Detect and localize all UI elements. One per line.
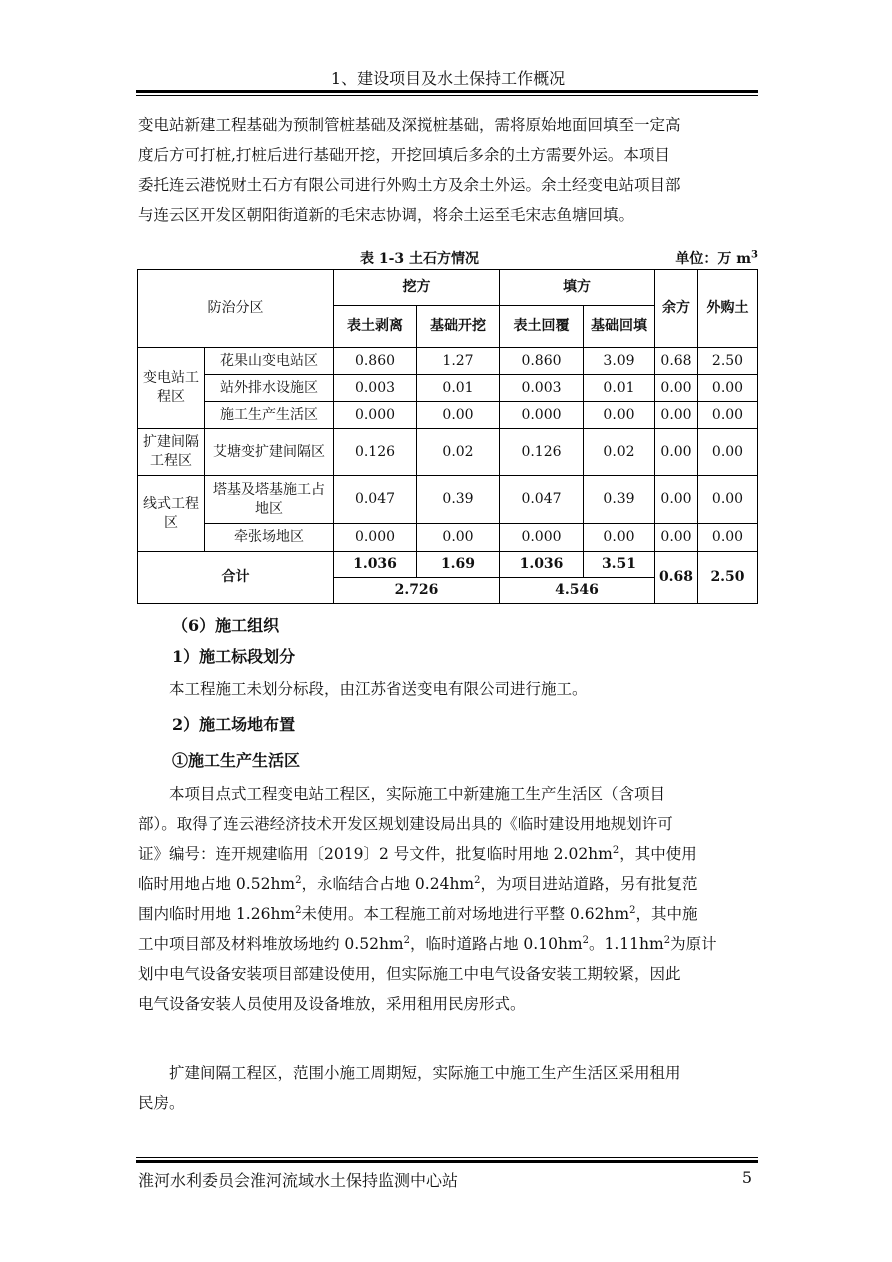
cell: 0.01: [584, 375, 655, 402]
cell: 0.000: [334, 402, 417, 429]
table-row: [138, 524, 758, 552]
cell: 0.39: [417, 476, 500, 524]
footer-rule-thin: [136, 1157, 758, 1158]
cell: 1.036: [334, 552, 417, 578]
group-name: 变电站工程区: [138, 348, 205, 429]
cell: 0.00: [655, 402, 698, 429]
intro-line-3: 委托连云港悦财土石方有限公司进行外购土方及余土外运。余土经变电站项目部: [138, 176, 681, 194]
cell: 0.00: [698, 402, 758, 429]
zone-name: 牵张场地区: [205, 524, 334, 552]
intro-line-1: 变电站新建工程基础为预制管桩基础及深搅桩基础，需将原始地面回填至一定高: [138, 116, 681, 134]
footer-organization: 淮河水利委员会淮河流域水土保持监测中心站: [138, 1171, 459, 1190]
zone-name: 塔基及塔基施工占地区: [205, 476, 334, 524]
group-name: 线式工程区: [138, 476, 205, 552]
table-row: [138, 375, 758, 402]
cell: 0.047: [334, 476, 417, 524]
cell: 0.02: [584, 429, 655, 476]
cell: 0.02: [417, 429, 500, 476]
group-name: 扩建间隔工程区: [138, 429, 205, 476]
header-zone: 防治分区: [138, 270, 334, 348]
cell: 1.69: [417, 552, 500, 578]
cell: 0.00: [698, 524, 758, 552]
cell: 0.00: [655, 476, 698, 524]
section-heading-6-1: 1）施工标段划分: [172, 647, 296, 666]
cell: 3.09: [584, 348, 655, 375]
intro-line-2: 度后方可打桩,打桩后进行基础开挖，开挖回填后多余的土方需要外运。本项目: [138, 146, 670, 164]
total-row: [138, 552, 758, 578]
header-topsoil-cover: 表土回覆: [500, 306, 584, 348]
cell: 0.68: [655, 348, 698, 375]
cell: 0.00: [584, 402, 655, 429]
cell: 0.000: [334, 524, 417, 552]
total-label: 合计: [138, 552, 334, 604]
cell: 0.00: [698, 375, 758, 402]
cell: 2.50: [698, 348, 758, 375]
table-row: [138, 402, 758, 429]
excavation-sum: 2.726: [334, 578, 500, 604]
cell: 0.00: [655, 429, 698, 476]
cell: 0.00: [417, 524, 500, 552]
cell: 0.860: [334, 348, 417, 375]
cell: 0.00: [417, 402, 500, 429]
cell: 1.27: [417, 348, 500, 375]
cell: 0.000: [500, 524, 584, 552]
table-row: [138, 348, 758, 375]
header-foundation-backfill: 基础回填: [584, 306, 655, 348]
section-heading-6: （6）施工组织: [172, 616, 280, 635]
cell: 0.00: [584, 524, 655, 552]
zone-name: 艾塘变扩建间隔区: [205, 429, 334, 476]
cell: 0.00: [698, 476, 758, 524]
cell: 0.00: [698, 429, 758, 476]
zone-name: 站外排水设施区: [205, 375, 334, 402]
earthwork-table: [137, 269, 758, 604]
cell: 0.860: [500, 348, 584, 375]
zone-name: 施工生产生活区: [205, 402, 334, 429]
cell: 0.39: [584, 476, 655, 524]
cell: 1.036: [500, 552, 584, 578]
table-caption-title: 表 1-3 土石方情况: [360, 251, 480, 267]
cell: 0.01: [417, 375, 500, 402]
header-excavation: 挖方: [334, 270, 500, 306]
paragraph-6-1: 本工程施工未划分标段，由江苏省送变电有限公司进行施工。: [169, 680, 588, 698]
zone-name: 花果山变电站区: [205, 348, 334, 375]
header-rule-thick: [136, 90, 758, 93]
table-unit: 单位：万 $m^3$: [675, 249, 758, 267]
intro-paragraph: [138, 110, 758, 230]
total-surplus: 0.68: [655, 552, 698, 604]
cell: 0.00: [655, 375, 698, 402]
table-caption: [138, 248, 758, 268]
paragraph-site-layout: 本项目点式工程变电站工程区，实际施工中新建施工生产生活区（含项目 部）。取得了连云港经济技术开发区规划建设局出具的《临时建设用地规划许可 证》编号：连开规建临用〔2019〕2 号文件，批复临时用地 $2.02hm^2$，其中使用 临时用地占地 $0.52hm^2$，永临结合占地 $0.24hm^2$，为项目进站道路，另有批复范 围内临时用地 $1.26hm^2$未使用。本工程施工前对场地进行平整 $0.62hm^2$，其中施 工中项目部及材料堆放场地约 $0.52hm^2$，临时道路占地 $0.10hm^2$。$1.11hm^2$为原计 划中电气设备安装项目部建设使用，但实际施工中电气设备安装工期较紧，因此 电气设备安装人员使用及设备堆放，采用租用民房形式。: [138, 785, 717, 1013]
fill-sum: 4.546: [500, 578, 655, 604]
page-number: 5: [741, 1168, 752, 1187]
table-row: [138, 476, 758, 524]
footer-rule-thick: [136, 1160, 758, 1163]
cell: 3.51: [584, 552, 655, 578]
cell: 0.126: [500, 429, 584, 476]
cell: 0.126: [334, 429, 417, 476]
cell: 0.003: [500, 375, 584, 402]
page-header-title: 1、建设项目及水土保持工作概况: [330, 69, 566, 88]
section-heading-6-2-1: ①施工生产生活区: [172, 751, 301, 770]
intro-line-4: 与连云区开发区朝阳街道新的毛宋志协调，将余土运至毛宋志鱼塘回填。: [138, 206, 635, 224]
cell: 0.000: [500, 402, 584, 429]
paragraph-expansion: 扩建间隔工程区，范围小施工周期短，实际施工中施工生产生活区采用租用 民房。: [138, 1064, 681, 1112]
cell: 0.003: [334, 375, 417, 402]
table-row: [138, 429, 758, 476]
cell: 0.00: [655, 524, 698, 552]
section-heading-6-2: 2）施工场地布置: [172, 715, 296, 734]
header-fill: 填方: [500, 270, 655, 306]
total-purchased: 2.50: [698, 552, 758, 604]
header-rule-thin: [136, 95, 758, 96]
header-foundation-excavation: 基础开挖: [417, 306, 500, 348]
header-purchased: 外购土: [698, 270, 758, 348]
header-surplus: 余方: [655, 270, 698, 348]
header-topsoil-strip: 表土剥离: [334, 306, 417, 348]
cell: 0.047: [500, 476, 584, 524]
